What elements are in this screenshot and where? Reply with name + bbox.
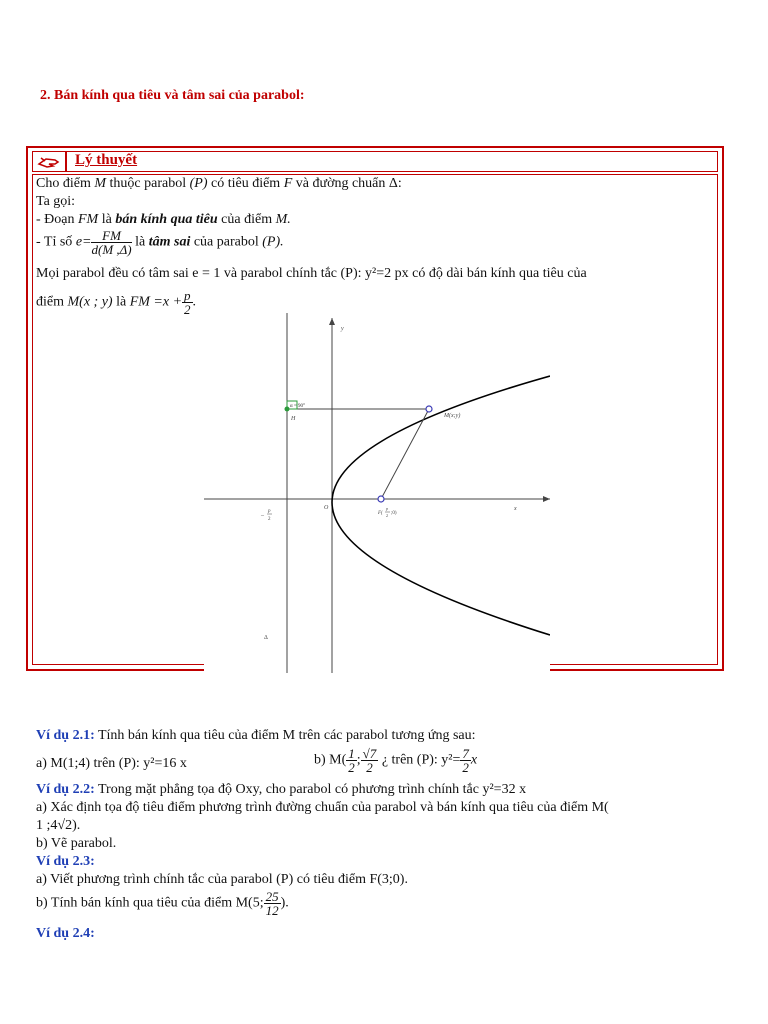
example-2-2-a-line1: a) Xác định tọa độ tiêu điểm phương trình đường chuẩn của parabol và bán kính qua tiêu của điểm M( xyxy=(36,800,609,815)
m-label: M(x;y) xyxy=(444,413,461,419)
theory-title: Lý thuyết xyxy=(75,152,138,168)
theory-icon-cell xyxy=(33,152,67,171)
focal-radius-fraction: $\frac{p}{2}$ xyxy=(184,288,191,317)
point-f xyxy=(378,496,384,502)
theory-line-4: - Tỉ số e= $\frac{FM}{d(M ,\Delta)}$ là tâm sai của parabol (P). xyxy=(36,228,284,257)
example-2-4: Ví dụ 2.4: xyxy=(36,926,95,941)
f-den: 2 xyxy=(386,513,388,518)
theory-line-1: Cho điểm M thuộc parabol (P) có tiêu điểm F và đường chuẩn Δ: xyxy=(36,176,402,191)
example-2-2: Ví dụ 2.2: Trong mặt phẳng tọa độ Oxy, cho parabol có phương trình chính tắc y²=32 x xyxy=(36,782,527,797)
example-2-1: Ví dụ 2.1: Tính bán kính qua tiêu của điểm M trên các parabol tương ứng sau: xyxy=(36,728,476,743)
y-axis-label: y xyxy=(341,326,344,332)
x-axis-label: x xyxy=(514,506,517,512)
theory-line-5: Mọi parabol đều có tâm sai e = 1 và parabol chính tắc (P): y²=2 px có độ dài bán kính qua tiêu của xyxy=(36,266,587,281)
y-axis-arrow xyxy=(329,318,335,325)
example-2-1-a: a) M(1;4) trên (P): y²=16 x xyxy=(36,756,187,771)
eccentricity-fraction: $\frac{FM}{d(M ,\Delta)}$ xyxy=(91,228,132,257)
pointing-hand-icon xyxy=(33,152,63,171)
theory-line-6: điểm M(x ; y) là FM =x + $\frac{p}{2}$ . xyxy=(36,288,197,317)
neg-den: 2 xyxy=(268,517,271,522)
example-2-1-b: b) M( $\frac{1}{2}$ ; $\frac{√7}{2}$ ¿ trên (P): y²= $\frac{7}{2}$ x xyxy=(314,746,478,775)
f-end: ;0) xyxy=(391,511,397,516)
example-2-2-b: b) Vẽ parabol. xyxy=(36,836,117,851)
parabola-figure xyxy=(204,313,550,673)
example-2-3: Ví dụ 2.3: xyxy=(36,854,95,869)
theory-line-2: Ta gọi: xyxy=(36,194,76,209)
h-label: H xyxy=(291,416,296,422)
origin-label: O xyxy=(324,505,329,511)
section-title: 2. Bán kính qua tiêu và tâm sai của parabol: xyxy=(40,88,305,103)
mf-segment xyxy=(381,409,429,499)
parabola-diagram xyxy=(204,313,550,673)
directrix-label: Δ xyxy=(264,635,268,641)
example-2-3-b: b) Tính bán kính qua tiêu của điểm M(5; $\frac{25}{12}$ ). xyxy=(36,889,289,918)
example-2-2-a-line2: 1 ;4√2). xyxy=(36,818,81,833)
theory-header xyxy=(32,151,718,172)
neg-minus: – xyxy=(261,513,264,519)
angle-label: α = 90° xyxy=(290,404,305,409)
point-m xyxy=(426,406,432,412)
f-label: F( xyxy=(378,511,383,516)
neg-num: p xyxy=(268,509,271,514)
parabola-curve xyxy=(332,376,550,635)
f-num: p xyxy=(386,506,388,511)
example-2-3-a: a) Viết phương trình chính tắc của parabol (P) có tiêu điểm F(3;0). xyxy=(36,872,408,887)
theory-line-3: - Đoạn FM là bán kính qua tiêu của điểm M. xyxy=(36,212,291,227)
x-axis-arrow xyxy=(543,496,550,502)
